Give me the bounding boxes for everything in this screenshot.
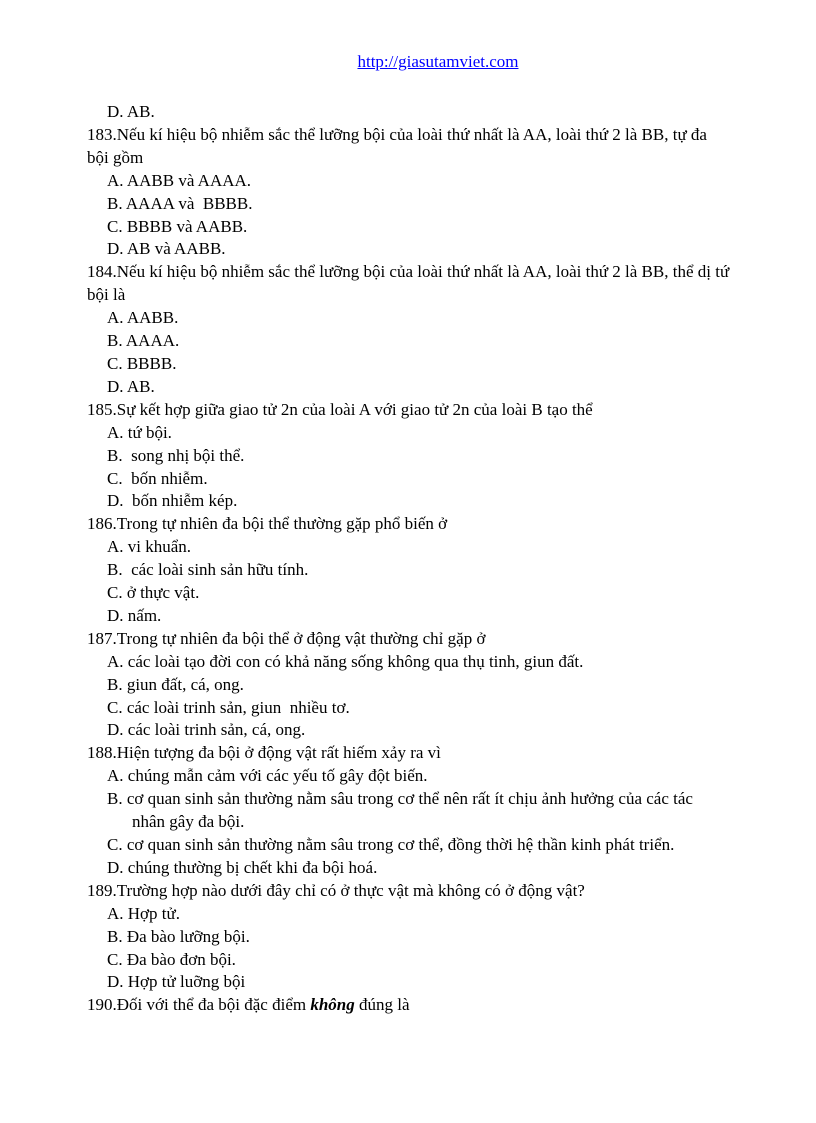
answer-option: D. chúng thường bị chết khi đa bội hoá. [107,857,378,877]
answer-option: B. song nhị bội thể. [107,445,245,465]
question-text-line [87,994,797,1017]
question-text-line: 188.Hiện tượng đa bội ở động vật rất hiếm xảy ra vì [87,743,441,763]
question-text-line: bội là [87,285,126,305]
answer-option: A. chúng mẫn cảm với các yếu tố gây đột biến. [107,766,428,786]
answer-option: A. tứ bội. [107,422,172,442]
answer-option: A. AABB và AAAA. [107,170,252,190]
answer-option: B. AAAA và BBBB. [107,193,253,213]
answer-option: B. AAAA. [107,331,180,351]
answer-option: A. AABB. [107,308,179,328]
question-list [87,101,797,1017]
question-text-line: bội gồm [87,147,144,167]
answer-continuation-line: nhân gây đa bội. [132,812,245,832]
question-text-line: 183.Nếu kí hiệu bộ nhiễm sắc thể lưỡng bội của loài thứ nhất là AA, loài thứ 2 là BB, tự đa [87,124,707,144]
answer-option: C. cơ quan sinh sản thường nằm sâu trong cơ thể, đồng thời hệ thần kinh phát triển. [107,835,675,854]
answer-option: B. cơ quan sinh sản thường nằm sâu trong cơ thể nên rất ít chịu ảnh hưởng của các tác [107,789,693,809]
answer-option: D. AB. [107,376,155,396]
answer-option: C. BBBB. [107,353,177,373]
question-suffix: đúng là [354,995,410,1015]
answer-option: B. giun đất, cá, ong. [107,674,244,694]
answer-option: C. các loài trinh sản, giun nhiều tơ. [107,697,350,717]
answer-option: B. các loài sinh sản hữu tính. [107,560,309,580]
answer-option: D. nấm. [107,605,162,625]
answer-option: D. bốn nhiễm kép. [107,491,238,511]
answer-option: C. ở thực vật. [107,583,200,603]
answer-option: A. Hợp tử. [107,903,180,923]
answer-option: C. BBBB và AABB. [107,216,248,236]
question-text-line: 186.Trong tự nhiên đa bội thể thường gặp phổ biến ở [87,514,448,534]
question-text-line: 185.Sự kết hợp giữa giao tử 2n của loài A với giao tử 2n của loài B tạo thể [87,399,593,419]
answer-option: B. Đa bào lưỡng bội. [107,926,250,946]
answer-option: D. Hợp tử luỡng bội [107,972,246,992]
question-emphasis: không [310,995,355,1015]
question-prefix: 190.Đối với thể đa bội đặc điểm [87,995,311,1015]
question-text-line: 189.Trường hợp nào dưới đây chỉ có ở thực vật mà không có ở động vật? [87,880,585,900]
answer-option: D. AB. [107,102,155,121]
header-url-link[interactable]: http://giasutamviet.com [357,52,519,71]
answer-option: A. vi khuẩn. [107,537,192,557]
answer-option: D. các loài trinh sản, cá, ong. [107,720,306,740]
answer-option: A. các loài tạo đời con có khả năng sống không qua thụ tinh, giun đất. [107,651,584,671]
answer-option: C. Đa bào đơn bội. [107,949,236,969]
question-text-line: 187.Trong tự nhiên đa bội thể ở động vật thường chỉ gặp ở [87,628,486,648]
answer-option: C. bốn nhiễm. [107,468,208,488]
answer-option: D. AB và AABB. [107,239,226,259]
question-text-line: 184.Nếu kí hiệu bộ nhiễm sắc thể lưỡng bội của loài thứ nhất là AA, loài thứ 2 là BB, thể dị tứ [87,262,730,282]
